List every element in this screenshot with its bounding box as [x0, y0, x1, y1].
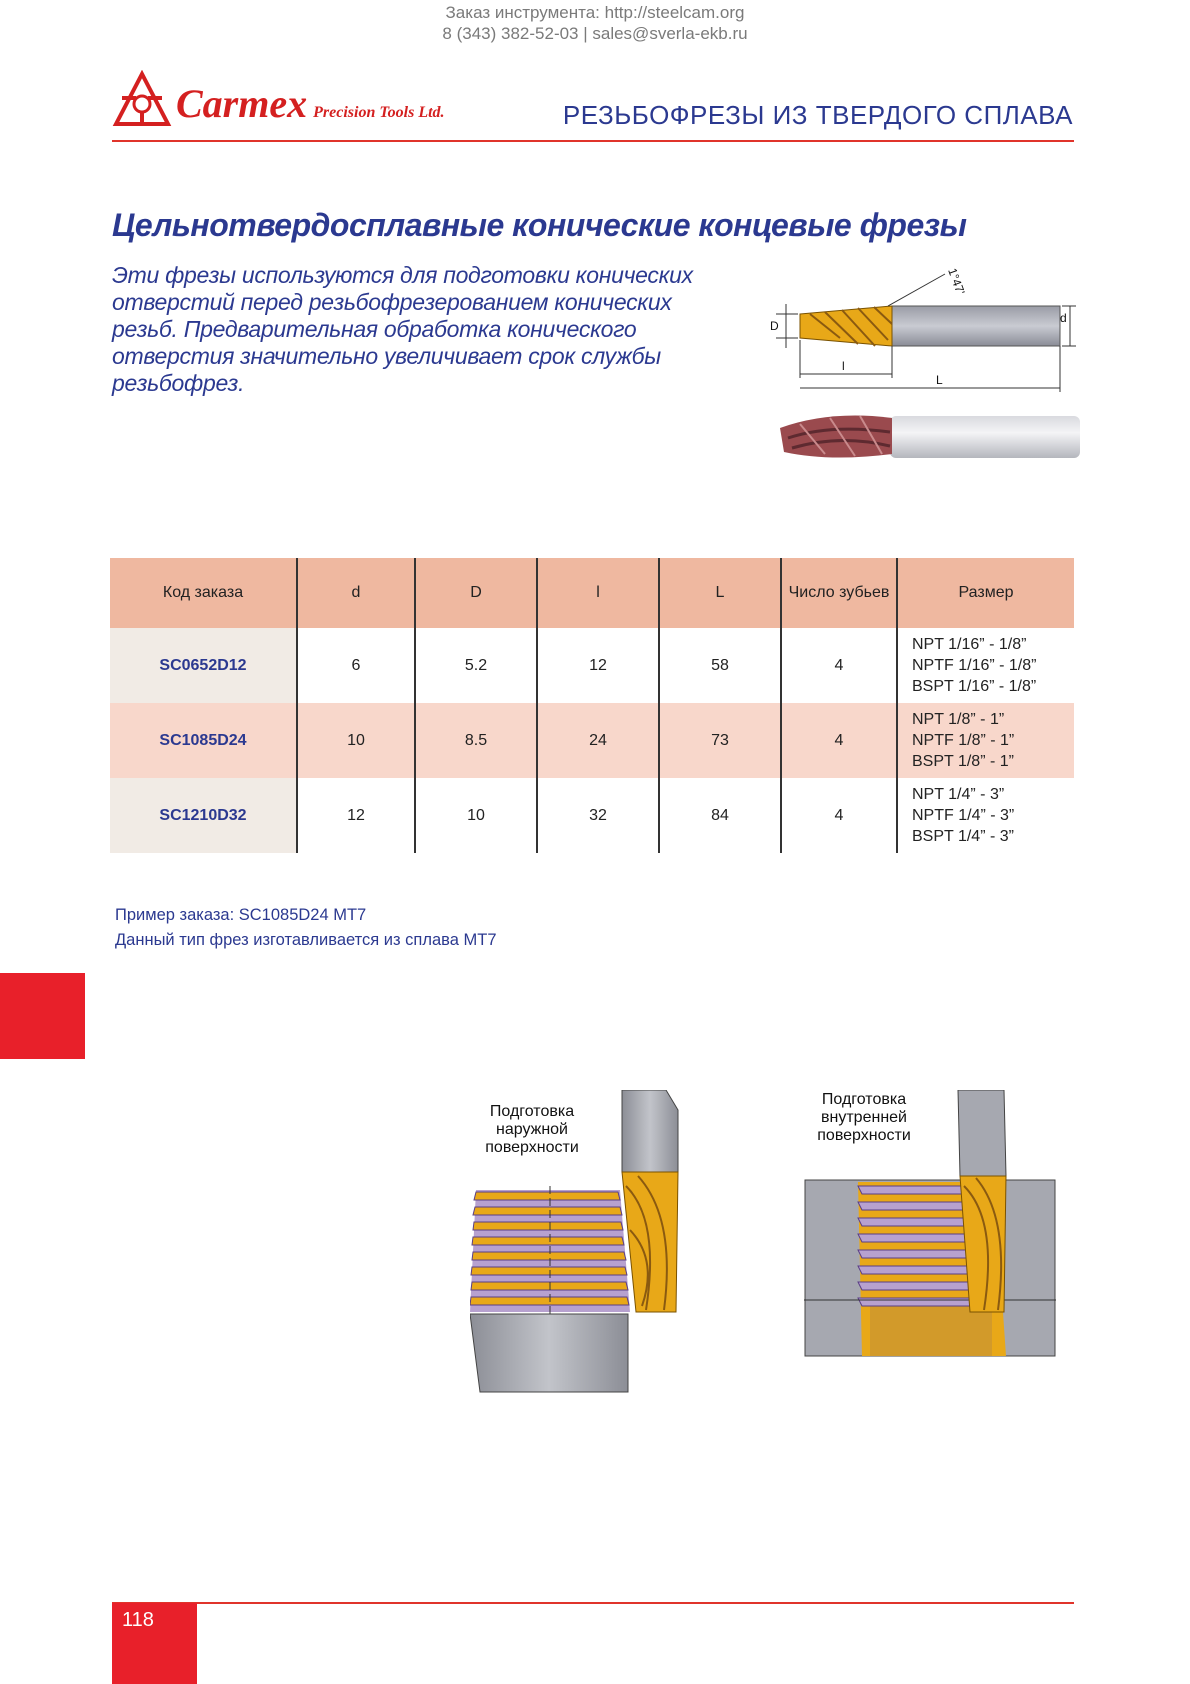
- cell-D: 5.2: [415, 628, 537, 703]
- page-number-box: [112, 1603, 197, 1684]
- brand-subtitle: Precision Tools Ltd.: [313, 104, 445, 121]
- label-line: наружной: [495, 1121, 568, 1138]
- contact-phone-email: 8 (343) 382-52-03 | sales@sverla-ekb.ru: [442, 24, 748, 43]
- header-l: l: [537, 558, 659, 628]
- header-teeth: Число зубьев: [781, 558, 897, 628]
- carmex-logo-icon: [112, 70, 176, 130]
- size-line: NPT 1/8” - 1”: [912, 711, 1005, 728]
- cell-sizes: [897, 628, 1074, 703]
- label-line: поверхности: [485, 1139, 579, 1156]
- alloy-note: Данный тип фрез изготавливается из сплава MT7: [115, 931, 497, 949]
- label-line: поверхности: [817, 1127, 911, 1144]
- label-line: внутренней: [821, 1109, 907, 1126]
- header-d: d: [297, 558, 415, 628]
- intro-line: резьб. Предварительная обработка конического: [112, 316, 637, 342]
- cell-D: 10: [415, 778, 537, 853]
- table-row: [110, 703, 1074, 778]
- table-header-row: [110, 558, 1074, 628]
- intro-text: [112, 262, 732, 397]
- contact-order: Заказ инструмента: http://steelcam.org: [445, 3, 745, 22]
- cell-L: 84: [659, 778, 781, 853]
- table-row: [110, 628, 1074, 703]
- intro-line: отверстия значительно увеличивает срок службы: [112, 343, 661, 369]
- header-divider: [112, 140, 1074, 142]
- cell-teeth: 4: [781, 778, 897, 853]
- size-line: NPT 1/4” - 3”: [912, 786, 1005, 803]
- cell-teeth: 4: [781, 703, 897, 778]
- intro-line: отверстий перед резьбофрезерованием конических: [112, 289, 672, 315]
- size-line: NPTF 1/4” - 3”: [912, 807, 1015, 824]
- cell-teeth: 4: [781, 628, 897, 703]
- cutter-dimension-drawing: [770, 248, 1090, 468]
- brand-name: Carmex: [176, 81, 308, 126]
- cell-l: 12: [537, 628, 659, 703]
- header-L: L: [659, 558, 781, 628]
- page-title: Цельнотвердосплавные конические концевые фрезы: [112, 207, 967, 243]
- size-line: NPT 1/16” - 1/8”: [912, 636, 1027, 653]
- cell-l: 32: [537, 778, 659, 853]
- table-row: [110, 778, 1074, 853]
- cell-d: 12: [297, 778, 415, 853]
- size-line: BSPT 1/4” - 3”: [912, 828, 1014, 845]
- footer-divider: [112, 1602, 1074, 1604]
- page-number: 118: [122, 1609, 154, 1631]
- cell-l: 24: [537, 703, 659, 778]
- brand-logo: [112, 70, 472, 130]
- dimension-L-label: L: [936, 373, 943, 387]
- spec-table: [110, 558, 1074, 853]
- header-order-code: Код заказа: [110, 558, 297, 628]
- dimension-D-label: D: [770, 319, 779, 333]
- cell-sizes: [897, 778, 1074, 853]
- cell-d: 10: [297, 703, 415, 778]
- size-line: BSPT 1/16” - 1/8”: [912, 678, 1037, 695]
- dimension-l-label: l: [842, 359, 845, 373]
- intro-line: резьбофрез.: [112, 370, 245, 396]
- dimension-d-label: d: [1060, 311, 1067, 325]
- cell-d: 6: [297, 628, 415, 703]
- external-preparation-diagram: [470, 1090, 690, 1400]
- cell-D: 8.5: [415, 703, 537, 778]
- header-size: Размер: [897, 558, 1074, 628]
- section-title: РЕЗЬБОФРЕЗЫ ИЗ ТВЕРДОГО СПЛАВА: [562, 100, 1073, 130]
- internal-preparation-diagram: [800, 1090, 1060, 1370]
- size-line: BSPT 1/8” - 1”: [912, 753, 1014, 770]
- header-D: D: [415, 558, 537, 628]
- cell-L: 58: [659, 628, 781, 703]
- size-line: NPTF 1/8” - 1”: [912, 732, 1015, 749]
- cell-L: 73: [659, 703, 781, 778]
- angle-label: 1°47': [945, 266, 968, 297]
- cell-sizes: [897, 703, 1074, 778]
- order-code: SC1085D24: [110, 703, 297, 778]
- size-line: NPTF 1/16” - 1/8”: [912, 657, 1037, 674]
- chapter-tab: [0, 973, 85, 1059]
- label-line: Подготовка: [489, 1103, 575, 1120]
- order-code: SC1210D32: [110, 778, 297, 853]
- order-code: SC0652D12: [110, 628, 297, 703]
- order-example: Пример заказа: SC1085D24 MT7: [115, 906, 367, 924]
- intro-line: Эти фрезы используются для подготовки конических: [112, 262, 693, 288]
- label-line: Подготовка: [821, 1091, 907, 1108]
